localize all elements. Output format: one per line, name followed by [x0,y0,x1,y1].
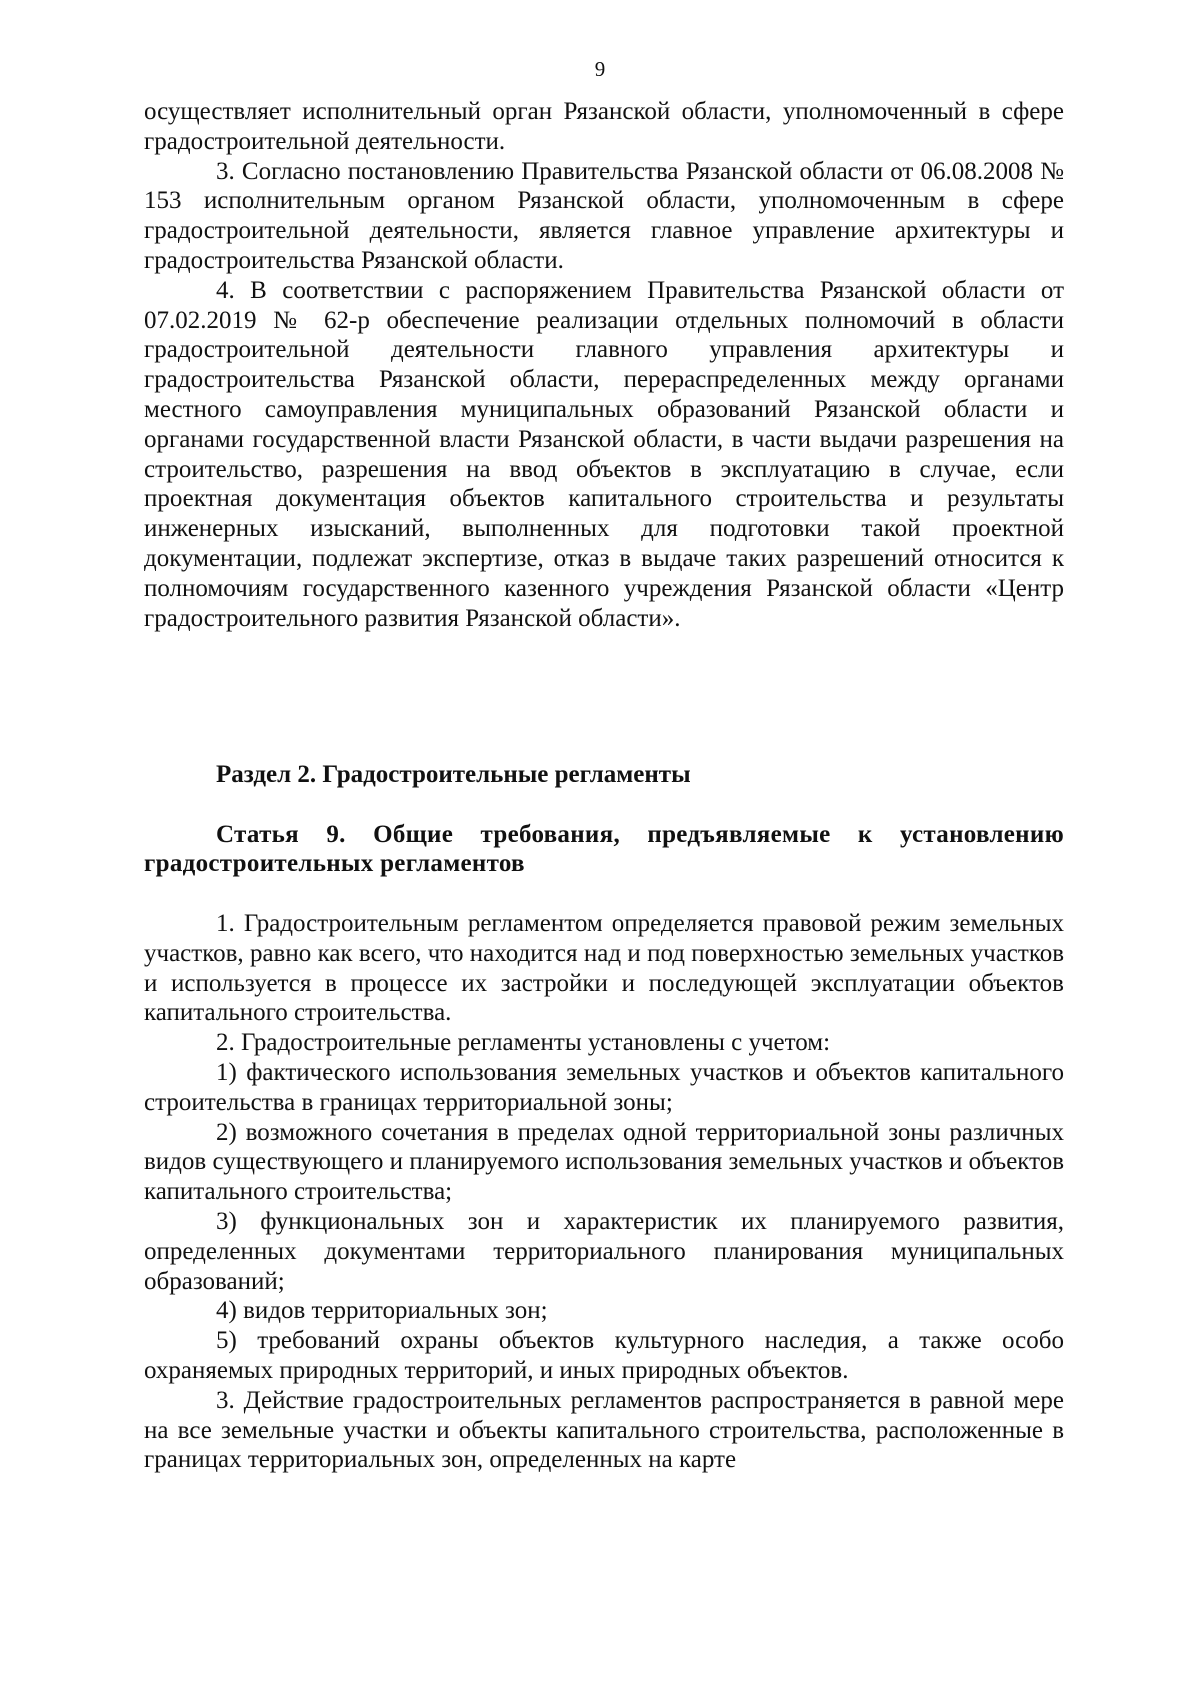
article-list-item-5: 5) требований охраны объектов культурного наследия, а также особо охраняемых природных территорий, и иных природных объектов. [144,1327,1064,1384]
spacer [144,879,1064,909]
article-paragraph-3: 3. Действие градостроительных регламентов распространяется в равной мере на все земельные участки и объекты капитального строительства, расположенные в границах территориальных зон, определенных на карте [144,1386,1064,1474]
section-heading: Раздел 2. Градостроительные регламенты [216,761,691,788]
article-list-item-1: 1) фактического использования земельных участков и объектов капитального строительства в границах территориальной зоны; [144,1058,1064,1116]
paragraph-3: 3. Согласно постановлению Правительства Рязанской области от 06.08.2008 № 153 исполнительным органом Рязанской области, уполномоченным в сфере градостроительной деятельности, является главное управление архитектуры и градостроительства Рязанской области. [144,157,1064,274]
top-text-block [144,97,1064,633]
paragraph-4: 4. В соответствии с распоряжением Правительства Рязанской области от 07.02.2019 № 62-р обеспечение реализации отдельных полномочий в области градостроительной деятельности главного управления архитектуры и градостроительства Рязанской области, перераспределенных между органами местного самоуправления муниципальных образований Рязанской области и органами государственной власти Рязанской области, в части выдачи разрешения на строительство, разрешения на ввод объектов в эксплуатацию в случае, если проектная документация объектов капитального строительства и результаты инженерных изысканий, выполненных для подготовки такой проектной документации, подлежат экспертизе, отказ в выдаче таких разрешений относится к полномочиям государственного казенного учреждения Рязанской области «Центр градостроительного развития Рязанской области». [144,276,1064,632]
section-block [144,760,1064,1475]
article-list-item-2: 2) возможного сочетания в пределах одной территориальной зоны различных видов существующего и планируемого использования земельных участков и объектов капитального строительства; [144,1118,1064,1206]
article-list-item-4: 4) видов территориальных зон; [216,1297,548,1325]
article-list-item-3: 3) функциональных зон и характеристик их планируемого развития, определенных документами территориального планирования муниципальных образований; [144,1207,1064,1295]
article-paragraph-1: 1. Градостроительным регламентом определяется правовой режим земельных участков, равно как всего, что находится над и под поверхностью земельных участков и используется в процессе их застройки и последующей эксплуатации объектов капитального строительства. [144,909,1064,1027]
page-number: 9 [594,57,606,81]
paragraph-continuation: осуществляет исполнительный орган Рязанской области, уполномоченный в сфере градостроительной деятельности. [144,98,1064,155]
article-paragraph-2: 2. Градостроительные регламенты установлены с учетом: [216,1029,831,1057]
spacer [144,790,1064,820]
article-heading: Статья 9. Общие требования, предъявляемые к установлению градостроительных регламентов [144,820,1064,878]
